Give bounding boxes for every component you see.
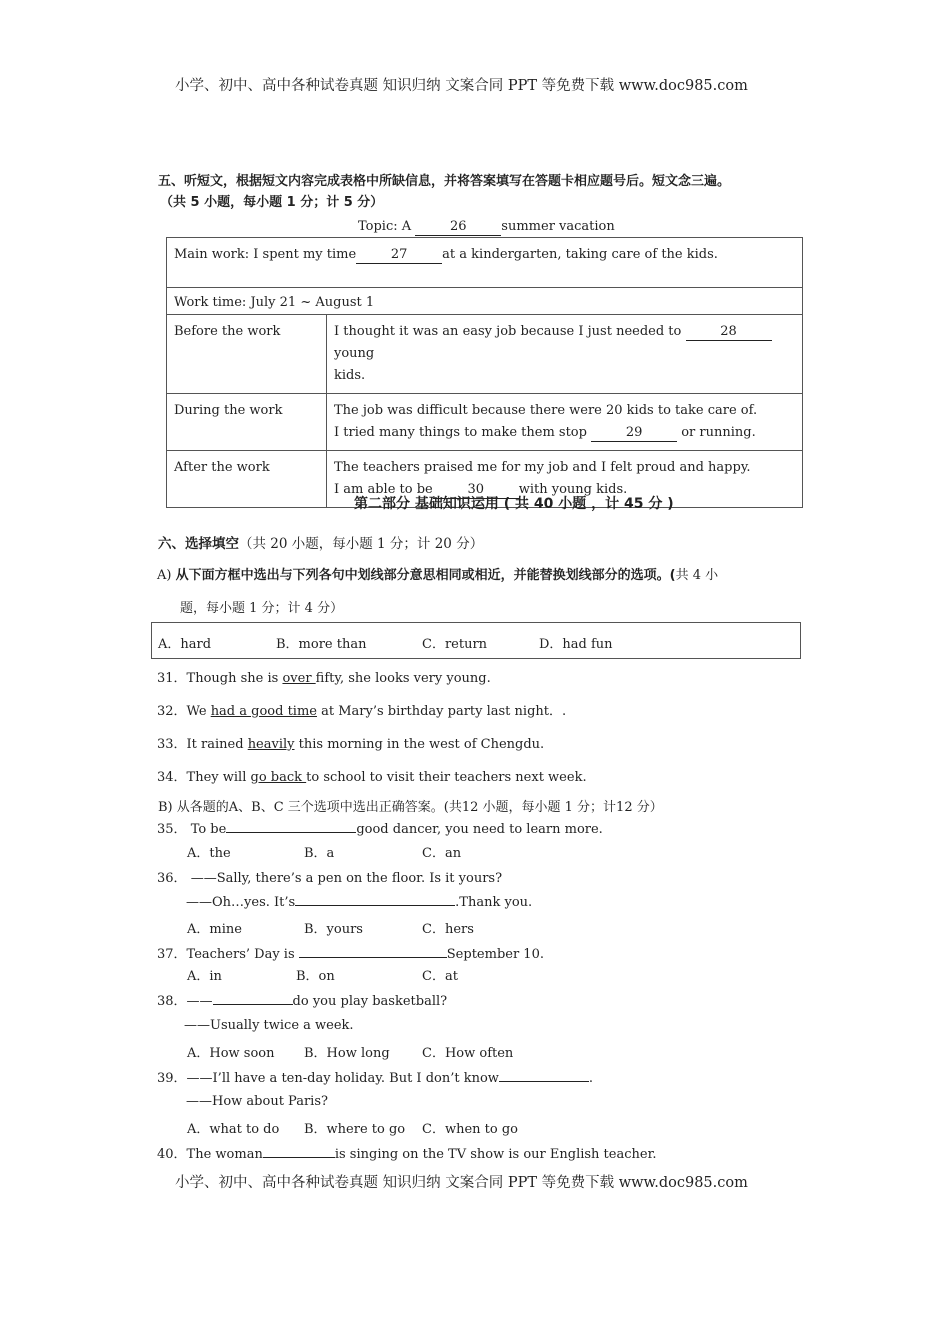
blank-40 xyxy=(263,1157,335,1158)
question-39-reply: ——How about Paris? xyxy=(186,1094,328,1109)
question-34: 34．They will go back to school to visit their teachers next week. xyxy=(157,770,587,785)
before-cell: I thought it was an easy job because I just needed to 28young kids. xyxy=(327,315,803,394)
q39-choice-c: C．when to go xyxy=(422,1122,518,1137)
blank-36 xyxy=(295,905,455,906)
question-31: 31．Though she is over fifty, she looks very young. xyxy=(157,671,491,686)
section5-title: 五、听短文，根据短文内容完成表格中所缺信息，并将答案填写在答题卡相应题号后。短文念三遍。 xyxy=(158,174,731,189)
question-36: 36． ——Sally, there’s a pen on the floor. Is it yours? xyxy=(157,871,503,886)
q37-choice-a: A．in xyxy=(187,969,222,984)
question-38-reply: ——Usually twice a week. xyxy=(184,1018,354,1033)
during-label: During the work xyxy=(167,394,327,451)
options-box xyxy=(151,622,801,659)
question-38: 38．—— do you play basketball? xyxy=(157,994,448,1009)
question-35: 35． To be good dancer, you need to learn more. xyxy=(157,822,603,837)
section5-subtitle: （共 5 小题，每小题 1 分；计 5 分） xyxy=(160,195,384,210)
partA-instruction-2: 题，每小题 1 分；计 4 分） xyxy=(180,601,344,616)
blank-29: 29 xyxy=(591,425,677,442)
blank-27: 27 xyxy=(356,247,442,264)
main-work-cell: Main work: I spent my time 27 at a kindergarten, taking care of the kids. xyxy=(167,238,803,288)
info-table xyxy=(166,237,803,508)
option-b: B．more than xyxy=(276,637,367,652)
option-d: D．had fun xyxy=(539,637,613,652)
q35-choice-a: A．the xyxy=(187,846,231,861)
blank-38 xyxy=(213,1004,293,1005)
blank-37 xyxy=(299,957,447,958)
after-label: After the work xyxy=(167,451,327,508)
during-cell: The job was difficult because there were 20 kids to take care of. I tried many things to make them stop 29 or running. xyxy=(327,394,803,451)
question-40: 40．The woman is singing on the TV show is our English teacher. xyxy=(157,1147,657,1162)
topic-line: Topic: A 26 summer vacation xyxy=(358,219,615,234)
question-33: 33．It rained heavily this morning in the west of Chengdu. xyxy=(157,737,545,752)
blank-35 xyxy=(226,832,356,833)
q38-choice-a: A．How soon xyxy=(187,1046,275,1061)
q39-choice-b: B．where to go xyxy=(304,1122,406,1137)
blank-28: 28 xyxy=(686,324,772,341)
blank-26: 26 xyxy=(415,219,501,236)
q38-choice-c: C．How often xyxy=(422,1046,514,1061)
q39-choice-a: A．what to do xyxy=(187,1122,280,1137)
q36-choice-a: A．mine xyxy=(187,922,242,937)
question-36-reply: ——Oh…yes. It’s .Thank you. xyxy=(186,895,533,910)
option-a: A．hard xyxy=(158,637,212,652)
part2-title: 第二部分 基础知识运用 ( 共 40 小题 ，计 45 分 ) xyxy=(354,496,674,512)
after-cell: The teachers praised me for my job and I felt proud and happy. I am able to be 30 with young kids. xyxy=(327,451,803,508)
blank-30: 30 xyxy=(433,482,519,499)
q35-choice-b: B．a xyxy=(304,846,335,861)
q36-choice-b: B．yours xyxy=(304,922,363,937)
q37-choice-b: B．on xyxy=(296,969,335,984)
q37-choice-c: C．at xyxy=(422,969,458,984)
before-label: Before the work xyxy=(167,315,327,394)
section6-title: 六、选择填空（共 20 小题，每小题 1 分；计 20 分） xyxy=(158,536,484,552)
question-37: 37．Teachers’ Day is September 10. xyxy=(157,947,544,962)
blank-39 xyxy=(499,1081,589,1082)
work-time-cell: Work time: July 21 ~ August 1 xyxy=(167,288,803,315)
question-32: 32．We had a good time at Mary’s birthday party last night．. xyxy=(157,704,567,719)
option-c: C．return xyxy=(422,637,488,652)
partA-instruction: A) 从下面方框中选出与下列各句中划线部分意思相同或相近，并能替换划线部分的选项。(共 4 小 xyxy=(157,568,719,583)
partB-instruction: B) 从各题的A、B、C 三个选项中选出正确答案。(共12 小题，每小题 1 分；计12 分） xyxy=(158,800,663,815)
q35-choice-c: C．an xyxy=(422,846,462,861)
page-header: 小学、初中、高中各种试卷真题 知识归纳 文案合同 PPT 等免费下载 www.doc985.com xyxy=(175,78,748,94)
question-39: 39．——I’ll have a ten-day holiday. But I don’t know . xyxy=(157,1071,594,1086)
page-footer: 小学、初中、高中各种试卷真题 知识归纳 文案合同 PPT 等免费下载 www.doc985.com xyxy=(175,1175,748,1191)
q38-choice-b: B．How long xyxy=(304,1046,390,1061)
q36-choice-c: C．hers xyxy=(422,922,474,937)
